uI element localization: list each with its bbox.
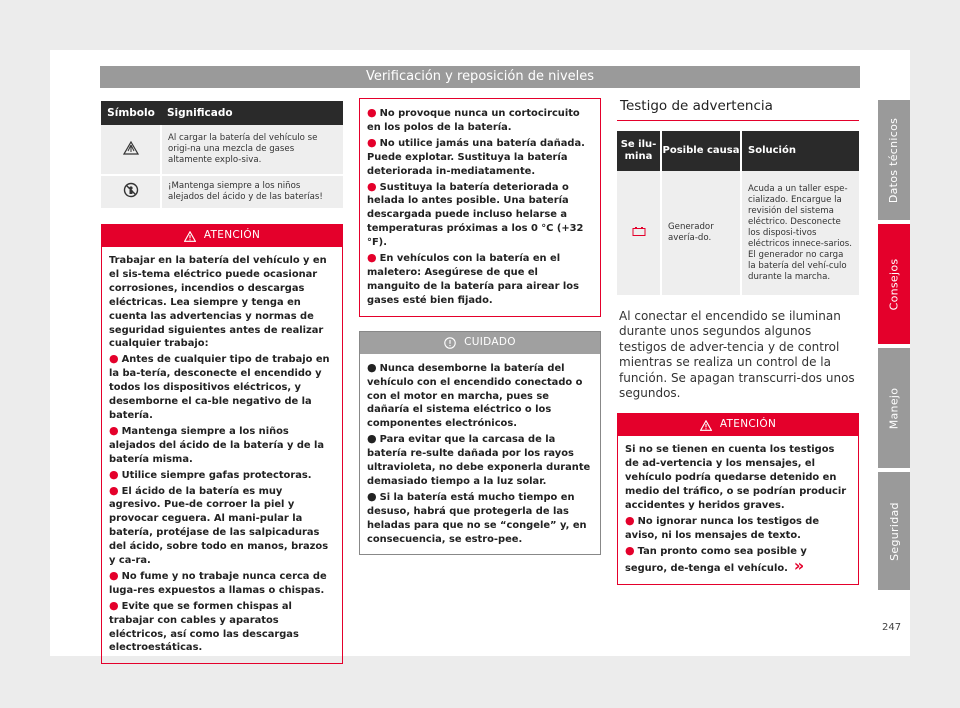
side-tab-datos-tecnicos[interactable]: Datos técnicos	[878, 100, 910, 220]
attention-body-2	[618, 436, 858, 583]
side-tab-seguridad[interactable]: Seguridad	[878, 472, 910, 590]
caution-body	[360, 354, 600, 555]
table-row	[101, 125, 343, 175]
attention-title: ATENCIÓN	[203, 229, 261, 242]
warning-triangle-icon	[700, 420, 712, 431]
list-item: ● Utilice siempre gafas protectoras.	[109, 467, 312, 481]
symbol-meaning: ¡Mantenga siempre a los niños alejados del ácido y de las baterías!	[161, 175, 343, 209]
list-item: ● Tan pronto como sea posible y seguro, de-tenga el vehículo. »	[625, 543, 807, 575]
body-paragraph: Al conectar el encendido se iluminan durante unos segundos algunos testigos de adver-tencia y de control mientras se realiza un control de la función. Se apagan transcurri-dos unos segundos.	[619, 309, 855, 401]
caution-title: CUIDADO	[464, 335, 516, 348]
list-item: ● Si la batería está mucho tiempo en desuso, habrá que protegerla de las heladas para que no se “congele” y, en consecuencia, se estro-pee.	[367, 489, 587, 545]
cause-header: Posible causa	[661, 131, 741, 171]
list-item: ● No utilice jamás una batería dañada. Puede explotar. Sustituya la batería deteriorada in-mediatamente.	[367, 135, 585, 177]
solution: Acuda a un taller espe-cializado. Encargue la revisión del sistema eléctrico. Desconecte los disposi-tivos eléctricos innece-sarios. El generador no carga la batería del vehí-culo durante la marcha.	[741, 171, 859, 295]
column-left	[101, 101, 343, 664]
list-item: ● Sustituya la batería deteriorada o helada lo antes posible. Una batería descargada puede incluso helarse a temperaturas próximas a los 0 °C (+32 °F).	[367, 179, 584, 249]
side-tab-manejo[interactable]: Manejo	[878, 348, 910, 468]
list-item: ● No fume y no trabaje nunca cerca de luga-res expuestos a llamas o chispas.	[109, 568, 327, 596]
symbol-header: Símbolo	[101, 101, 161, 125]
possible-cause: Generador avería-do.	[661, 171, 741, 295]
list-item: ● No ignorar nunca los testigos de aviso, ni los mensajes de texto.	[625, 513, 820, 541]
attention-box	[101, 224, 343, 664]
attention-intro-2: Si no se tienen en cuenta los testigos de ad-vertencia y los mensajes, el vehículo podría quedarse detenido en medio del tráfico, o se podrían producir accidentes y heridos graves.	[625, 444, 847, 512]
table-row	[617, 171, 859, 295]
attention-header-2	[618, 414, 858, 436]
continue-marker: »	[793, 555, 805, 575]
list-item: ● Evite que se formen chispas al trabajar con cables y aparatos eléctricos, así como las descargas electroestáticas.	[109, 598, 299, 654]
solution-header: Solución	[741, 131, 859, 171]
section-header: Verificación y reposición de niveles	[100, 66, 860, 88]
keep-children-away-icon	[101, 175, 161, 209]
attention-header	[102, 225, 342, 247]
list-item: ● El ácido de la batería es muy agresivo. Pue-de corroer la piel y provocar ceguera. Al mani-pular la batería, protéjase de las salpicaduras del ácido, sobre todo en manos, brazos y ca-ra.	[109, 483, 329, 567]
list-item: ● No provoque nunca un cortocircuito en los polos de la batería.	[367, 106, 580, 133]
column-right	[617, 98, 859, 585]
attention-intro: Trabajar en la batería del vehículo y en el sis-tema eléctrico puede ocasionar corrosiones, incendios o descargas eléctricas. Lea siempre y tenga en cuenta las advertencias y normas de seguridad siguientes antes de realizar cualquier trabajo:	[109, 255, 327, 350]
explosive-gas-warning-icon	[101, 125, 161, 175]
battery-icon	[617, 171, 661, 295]
attention-continuation-box	[359, 98, 601, 317]
list-item: ● Nunca desemborne la batería del vehículo con el encendido conectado o con el motor en marcha, pues se dañaría el sistema eléctrico o los componentes electrónicos.	[367, 360, 583, 430]
attention-title-2: ATENCIÓN	[719, 418, 777, 431]
table-row	[101, 175, 343, 209]
list-item: ● Antes de cualquier tipo de trabajo en la ba-tería, desconecte el encendido y todos los dispositivos eléctricos, y desemborne el ca-ble negativo de la batería.	[109, 352, 330, 421]
symbol-table	[101, 101, 343, 210]
warning-light-table	[617, 131, 859, 295]
caution-header	[360, 332, 600, 354]
warning-triangle-icon	[184, 231, 196, 242]
continuation-body	[360, 99, 600, 316]
symbol-meaning: Al cargar la batería del vehículo se origi-na una mezcla de gases altamente explo-siva.	[161, 125, 343, 175]
page-number: 247	[882, 622, 902, 633]
attention-box-2	[617, 413, 859, 584]
column-middle	[359, 98, 601, 555]
side-tab-consejos[interactable]: Consejos	[878, 224, 910, 344]
list-item: ● En vehículos con la batería en el maletero: Asegúrese de que el manguito de la batería para airear los gases esté bien fijado.	[367, 251, 579, 306]
caution-box	[359, 331, 601, 556]
attention-body	[102, 247, 342, 663]
list-item: ● Para evitar que la carcasa de la batería re-sulte dañada por los rayos ultravioleta, no debe exponerla durante demasiado tiempo a la luz solar.	[367, 432, 591, 487]
lights-up-header: Se ilu-mina	[617, 131, 661, 171]
section-title: Testigo de advertencia	[617, 98, 859, 121]
list-item: ● Mantenga siempre a los niños alejados del ácido de la batería y de la batería misma.	[109, 423, 325, 465]
meaning-header: Significado	[161, 101, 343, 125]
info-circle-icon	[444, 337, 456, 349]
